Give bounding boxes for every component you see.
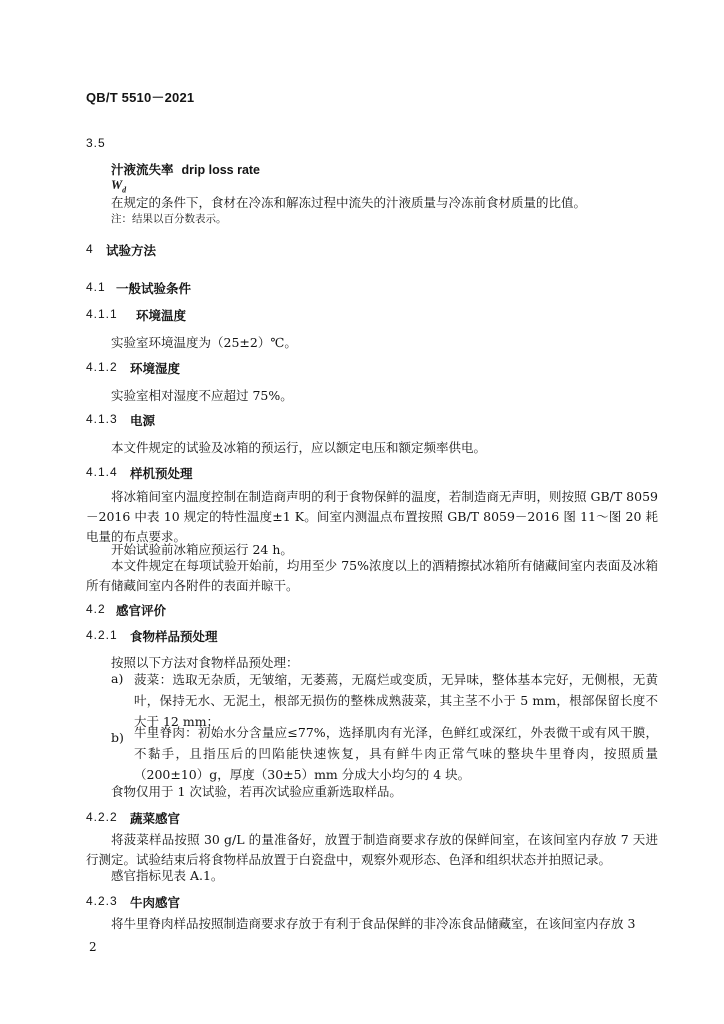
section-4-2-2-number: 4.2.2 xyxy=(86,810,118,824)
section-4-title: 试验方法 xyxy=(106,243,157,258)
section-4-2-3-number: 4.2.3 xyxy=(86,894,118,908)
section-4-1-title: 一般试验条件 xyxy=(116,281,192,296)
section-4-1-2-number: 4.1.2 xyxy=(86,360,118,374)
section-4-2-number: 4.2 xyxy=(86,602,106,616)
page-number: 2 xyxy=(89,940,97,954)
list-item-label: a) xyxy=(111,671,124,686)
term-symbol-sub: d xyxy=(122,185,127,195)
section-4-1-4-title: 样机预处理 xyxy=(130,466,193,481)
section-4-2-2-paragraph-2: 感官指标见表 A.1。 xyxy=(111,868,224,883)
term-note: 注：结果以百分数表示。 xyxy=(111,213,227,225)
section-4-number: 4 xyxy=(86,242,94,256)
section-4-1-4-number: 4.1.4 xyxy=(86,465,118,479)
section-4-2-2-title: 蔬菜感官 xyxy=(130,811,181,826)
section-4-1-1-number: 4.1.1 xyxy=(86,307,118,321)
standard-number-header: QB/T 5510－2021 xyxy=(86,90,195,105)
list-item-beef: 牛里脊肉：初始水分含量应≤77%，选择肌肉有光泽，色鲜红或深红，外表微干或有风干膜，不黏手，且指压后的凹陷能快速恢复，具有鲜牛肉正常气味的整块牛里脊肉，按照质量（200±10）g，厚度（30±5）mm 分成大小均匀的 4 块。 xyxy=(134,725,658,782)
section-4-2-title: 感官评价 xyxy=(116,603,167,618)
section-4-1-2-text: 实验室相对湿度不应超过 75%。 xyxy=(111,388,293,403)
term-title-en: drip loss rate xyxy=(181,163,261,177)
section-4-1-3-title: 电源 xyxy=(130,413,156,428)
section-4-1-2-title: 环境湿度 xyxy=(130,361,181,376)
list-item-label: b) xyxy=(111,730,124,745)
section-4-2-1-closing: 食物仅用于 1 次试验，若再次试验应重新选取样品。 xyxy=(111,784,402,799)
section-4-1-1-title: 环境温度 xyxy=(136,308,187,323)
term-number: 3.5 xyxy=(86,136,106,150)
section-4-1-4-paragraph-3: 本文件规定在每项试验开始前，均用至少 75%浓度以上的酒精擦拭冰箱所有储藏间室内表面及冰箱所有储藏间室内各附件的表面并晾干。 xyxy=(86,558,658,593)
term-title-zh: 汁液流失率 xyxy=(111,162,174,177)
section-4-1-number: 4.1 xyxy=(86,280,106,294)
term-symbol xyxy=(111,177,126,195)
section-4-2-3-title: 牛肉感官 xyxy=(130,895,181,910)
section-4-1-1-text: 实验室环境温度为（25±2）℃。 xyxy=(111,335,297,350)
term-symbol-main: W xyxy=(111,178,123,192)
list-item-spinach: 菠菜：选取无杂质，无皱缩，无萎蔫，无腐烂或变质，无异味，整体基本完好，无侧根，无黄叶，保持无水、无泥土，根部无损伤的整株成熟菠菜，其主茎不小于 5 mm，根部保留长度不大于 12 mm； xyxy=(134,672,658,729)
section-4-1-4-paragraph-2: 开始试验前冰箱应预运行 24 h。 xyxy=(111,542,293,557)
term-definition: 在规定的条件下，食材在冷冻和解冻过程中流失的汁液质量与冷冻前食材质量的比值。 xyxy=(111,195,587,210)
section-4-2-2-paragraph-1: 将菠菜样品按照 30 g/L 的量准备好，放置于制造商要求存放的保鲜间室，在该间室内存放 7 天进行测定。试验结束后将食物样品放置于白瓷盘中，观察外观形态、色泽和组织状态并拍照记录。 xyxy=(86,832,658,867)
section-4-1-4-paragraph-1: 将冰箱间室内温度控制在制造商声明的利于食物保鲜的温度，若制造商无声明，则按照 GB/T 8059－2016 中表 10 规定的特性温度±1 K。间室内测温点布置按照 GB/T 8059－2016 图 11～图 20 耗电量的布点要求。 xyxy=(86,489,658,544)
section-4-2-1-number: 4.2.1 xyxy=(86,628,118,642)
section-4-2-3-paragraph-1: 将牛里脊肉样品按照制造商要求存放于有利于食品保鲜的非冷冻食品储藏室，在该间室内存放 3 xyxy=(111,916,636,931)
section-4-1-3-number: 4.1.3 xyxy=(86,412,118,426)
section-4-2-1-intro: 按照以下方法对食物样品预处理： xyxy=(111,655,299,670)
term-title xyxy=(111,160,260,178)
section-4-1-3-text: 本文件规定的试验及冰箱的预运行，应以额定电压和额定频率供电。 xyxy=(111,440,487,455)
section-4-2-1-title: 食物样品预处理 xyxy=(130,629,218,644)
